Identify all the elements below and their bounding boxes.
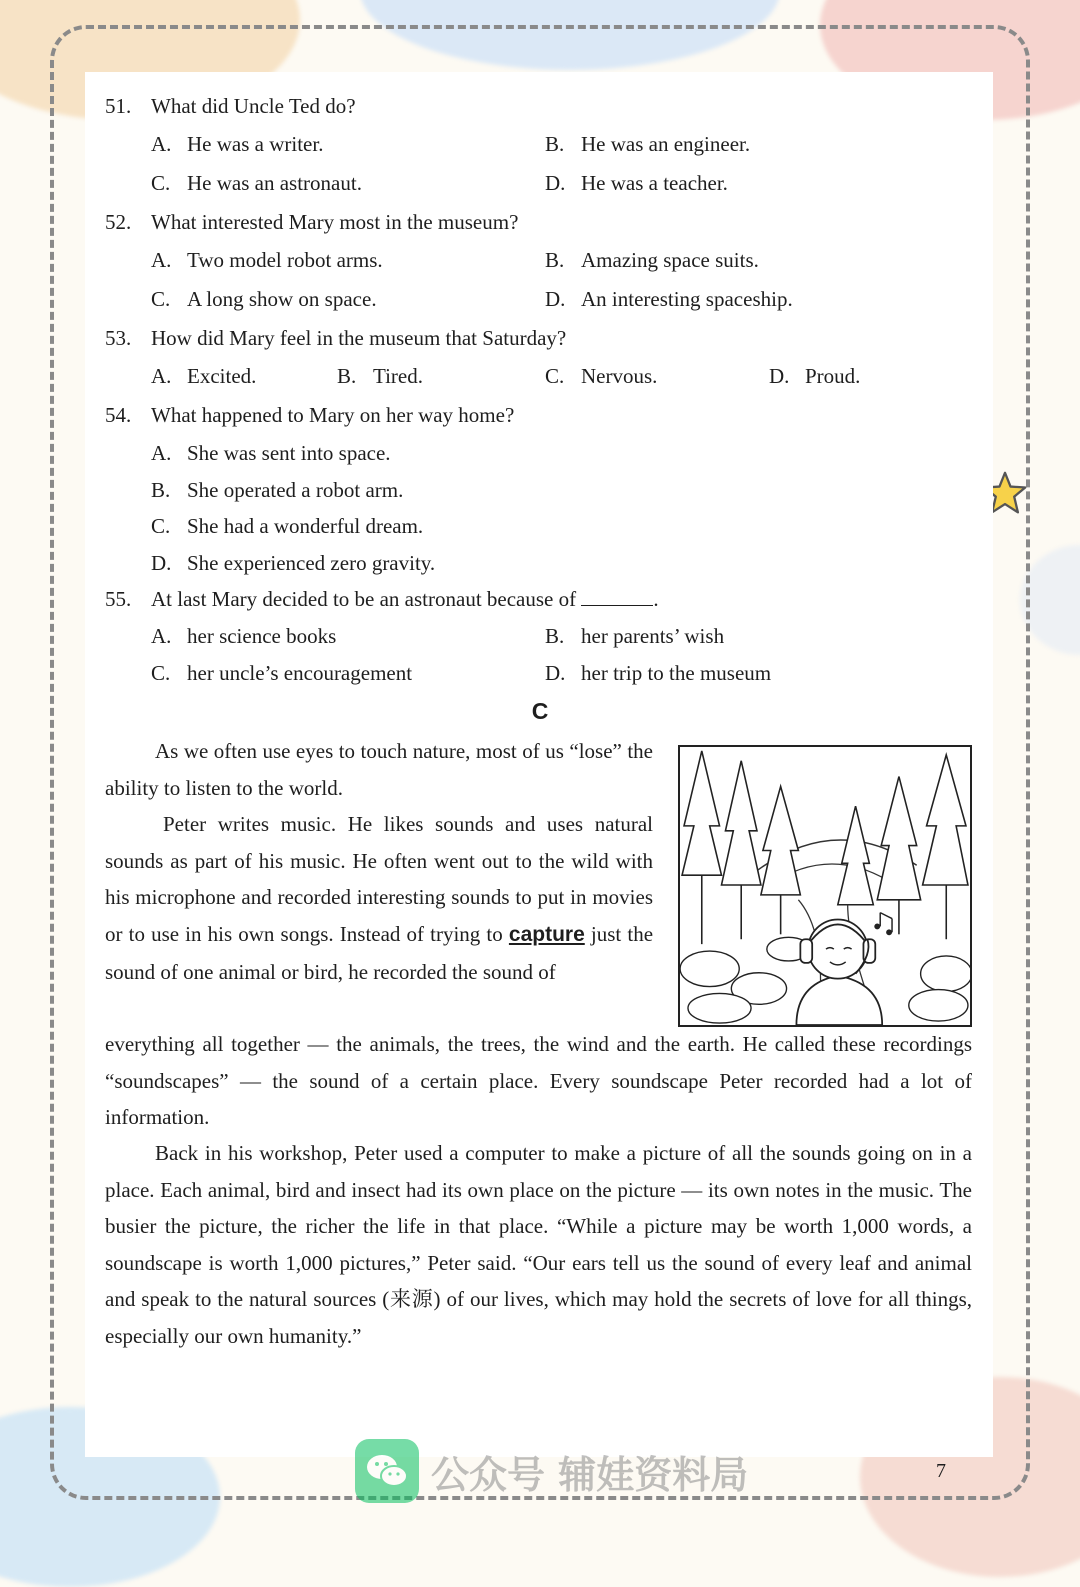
option-a: A. Excited. bbox=[151, 364, 257, 388]
option-d: D. An interesting spaceship. bbox=[545, 287, 793, 311]
forest-listening-illustration bbox=[678, 745, 972, 1027]
option-c: C. He was an astronaut. bbox=[151, 171, 362, 195]
option-b: B. She operated a robot arm. bbox=[151, 477, 404, 502]
passage-left-column bbox=[105, 733, 653, 990]
question-stem: What did Uncle Ted do? bbox=[151, 94, 356, 118]
question-stem: What happened to Mary on her way home? bbox=[151, 403, 515, 427]
option-b: B. Tired. bbox=[337, 364, 423, 388]
options-row bbox=[105, 242, 975, 281]
question-number: 55. bbox=[105, 587, 132, 611]
options-row bbox=[105, 435, 975, 472]
question-number: 53. bbox=[105, 326, 132, 350]
option-d: D. Proud. bbox=[769, 364, 861, 388]
question-number: 52. bbox=[105, 210, 132, 234]
option-a: A. Two model robot arms. bbox=[151, 248, 383, 272]
question-stem: How did Mary feel in the museum that Saturday? bbox=[151, 326, 567, 350]
option-c: C. Nervous. bbox=[545, 364, 658, 388]
options-row bbox=[105, 508, 975, 545]
answer-blank bbox=[581, 587, 653, 606]
option-a: A. He was a writer. bbox=[151, 132, 324, 156]
watermark-text: 公众号 辅娃资料局 bbox=[431, 1452, 749, 1497]
question-53 bbox=[105, 320, 975, 358]
options-row bbox=[105, 618, 975, 655]
passage-paragraph: Back in his workshop, Peter used a computer to make a picture of all the sounds going on in a place. Each animal, bird and insect had its own place on the picture — its own notes in the music. The busier the picture, the richer the life in that place. “While a picture may be worth 1,000 words, a soundscape is worth 1,000 pictures,” Peter said. “Our ears tell us the sound of every leaf and animal and speak to the natural sources (来源) of our lives, which may hold the secrets of love for all things, especially our own humanity.” bbox=[105, 1141, 972, 1348]
options-row bbox=[105, 281, 975, 320]
options-row bbox=[105, 358, 975, 397]
question-54 bbox=[105, 397, 975, 435]
options-row bbox=[105, 545, 975, 582]
option-b: B. He was an engineer. bbox=[545, 132, 751, 156]
option-d: D. her trip to the museum bbox=[545, 660, 772, 685]
section-title: C bbox=[531, 698, 549, 724]
passage-paragraph: As we often use eyes to touch nature, most of us “lose” the ability to listen to the world. bbox=[105, 739, 653, 800]
passage-paragraph-continued: everything all together — the animals, the trees, the wind and the earth. He called these recordings “soundscapes” — the sound of a certain place. Every soundscape Peter recorded had a lot of information. bbox=[105, 1032, 972, 1130]
option-b: B. her parents’ wish bbox=[545, 624, 725, 648]
option-c: C. her uncle’s encouragement bbox=[151, 660, 413, 685]
keyword-capture: capture bbox=[508, 922, 585, 946]
options-row bbox=[105, 655, 975, 692]
worksheet-content bbox=[105, 88, 975, 1348]
wechat-logo-icon bbox=[355, 1439, 419, 1503]
question-stem: At last Mary decided to be an astronaut because of . bbox=[151, 587, 659, 611]
option-a: A. her science books bbox=[151, 624, 337, 648]
option-b: B. Amazing space suits. bbox=[545, 248, 759, 272]
watermark bbox=[355, 1438, 748, 1504]
passage-paragraph: Peter writes music. He likes sounds and uses natural sounds as part of his music. He often went out to the wild with his microphone and recorded interesting sounds to put in movies or to use in his own songs. Instead of trying to capture just the sound of one animal or bird, he recorded the sound of bbox=[105, 812, 654, 984]
page-number: 7 bbox=[936, 1460, 946, 1482]
question-51 bbox=[105, 88, 975, 126]
options-row bbox=[105, 165, 975, 204]
option-d: D. He was a teacher. bbox=[545, 171, 728, 195]
option-d: D. She experienced zero gravity. bbox=[151, 550, 436, 575]
options-row bbox=[105, 126, 975, 165]
question-stem: What interested Mary most in the museum? bbox=[151, 210, 519, 234]
option-a: A. She was sent into space. bbox=[151, 441, 391, 465]
options-row bbox=[105, 472, 975, 509]
question-52 bbox=[105, 204, 975, 242]
option-c: C. She had a wonderful dream. bbox=[151, 514, 424, 538]
question-number: 51. bbox=[105, 94, 132, 118]
question-number: 54. bbox=[105, 403, 132, 427]
question-55 bbox=[105, 581, 975, 618]
option-c: C. A long show on space. bbox=[151, 287, 377, 311]
